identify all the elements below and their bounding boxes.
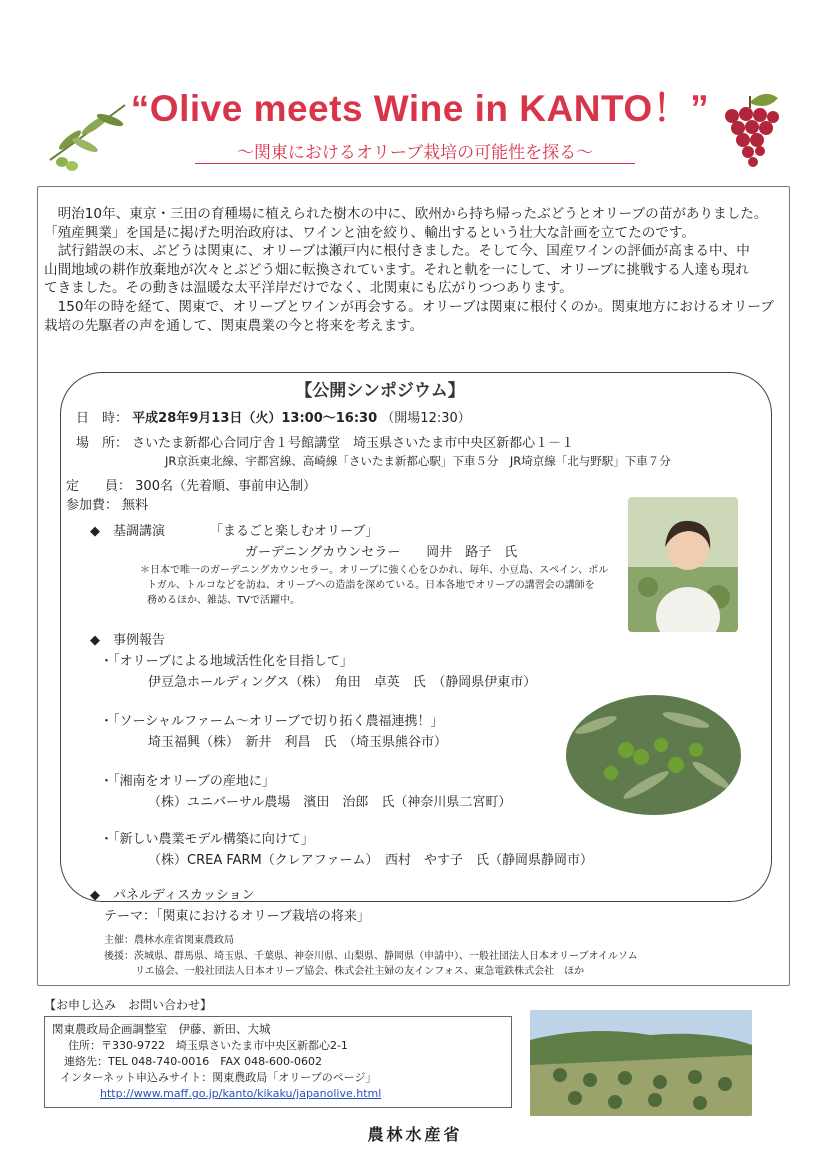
intro-line: 栽培の先駆者の声を通して、関東農業の今と将来を考えます。 — [44, 317, 424, 334]
case-title: ・「ソーシャルファーム～オリーブで切り拓く農福連携！」 — [100, 714, 444, 729]
case-title: ・「湘南をオリーブの産地に」 — [100, 774, 275, 789]
case-speaker: 埼玉福興（株） 新井 利昌 氏 （埼玉県熊谷市） — [148, 735, 448, 750]
fee-row — [66, 494, 148, 513]
contact-heading: 【お申し込み お問い合わせ】 — [44, 998, 213, 1012]
case-title: ・「オリーブによる地域活性化を目指して」 — [100, 654, 353, 669]
keynote-note: 務めるほか、雑誌、TVで活躍中。 — [147, 595, 300, 606]
support-info: 後援：茨城県、群馬県、埼玉県、千葉県、神奈川県、山梨県、静岡県（申請中）、一般社団法人日本オリーブオイルソム — [104, 951, 638, 962]
venue-label: 場 所： — [76, 436, 129, 451]
date-row — [76, 407, 471, 426]
olive-fruit-photo — [566, 695, 741, 815]
cases-label: ◆ 事例報告 — [90, 633, 165, 648]
capacity-row — [66, 475, 316, 494]
ministry-name: 農林水産省 — [367, 1125, 463, 1144]
access-info: JR京浜東北線、宇都宮線、高崎線「さいたま新都心駅」下車５分 JR埼京線「北与野駅」下車７分 — [165, 454, 671, 468]
contact-office: 関東農政局企画調整室 伊藤、新田、大城 — [52, 1022, 271, 1036]
intro-line: 「殖産興業」を国是に掲げた明治政府は、ワインと油を絞り、輸出するという壮大な計画を立てたのです。 — [44, 224, 696, 241]
fee-label: 参加費： — [66, 498, 119, 513]
contact-phone: 連絡先：TEL 048-740-0016 FAX 048-600-0602 — [64, 1055, 323, 1068]
contact-address: 住所：〒330-9722 埼玉県さいたま市中央区新都心2-1 — [68, 1039, 348, 1052]
case-speaker: （株）CREA FARM（クレアファーム） 西村 やす子 氏（静岡県静岡市） — [148, 853, 594, 868]
capacity-label: 定 員： — [66, 479, 132, 494]
contact-web: インターネット申込みサイト：関東農政局「オリーブのページ」 — [60, 1071, 377, 1084]
date-note: （開場12:30） — [381, 411, 471, 426]
date-label: 日 時： — [76, 411, 129, 426]
fee-value: 無料 — [122, 498, 149, 513]
venue-value: さいたま新都心合同庁舎１号館講堂 埼玉県さいたま市中央区新都心１－１ — [132, 436, 575, 451]
case-title: ・「新しい農業モデル構築に向けて」 — [100, 832, 314, 847]
subtitle-underline — [195, 163, 635, 164]
support-info: リエ協会、一般社団法人日本オリーブ協会、株式会社主婦の友インフォス、東急電鉄株式会社 ほか — [135, 966, 585, 977]
intro-line: てきました。その動きは温暖な太平洋岸だけでなく、北関東にも広がりつつあります。 — [44, 280, 573, 297]
symposium-box — [60, 372, 772, 902]
intro-line: 試行錯誤の末、ぶどうは関東に、オリーブは瀬戸内に根付きました。そして今、国産ワインの評価が高まる中、中 — [44, 243, 750, 260]
page-title: “Olive meets Wine in KANTO！” — [130, 88, 710, 129]
panel-label: ◆ パネルディスカッション — [90, 888, 255, 903]
keynote-label: ◆ 基調講演 — [90, 524, 165, 539]
speaker-photo — [628, 497, 738, 632]
panel-theme: テーマ：「関東におけるオリーブ栽培の将来」 — [104, 909, 370, 924]
page-subtitle: ～関東におけるオリーブ栽培の可能性を探る～ — [236, 143, 594, 163]
keynote-speaker: ガーデニングカウンセラー 岡井 路子 氏 — [245, 545, 518, 560]
intro-line: 山間地域の耕作放棄地が次々とぶどう畑に転換されています。それと軌を一にして、オリーブに挑戦する人達も現れ — [44, 261, 749, 278]
case-speaker: 伊豆急ホールディングス（株） 角田 卓英 氏 （静岡県伊東市） — [148, 675, 537, 690]
olive-field-photo — [530, 1010, 752, 1116]
symposium-heading: 【公開シンポジウム】 — [295, 381, 465, 401]
host-info: 主催：農林水産省関東農政局 — [104, 935, 234, 946]
intro-line: 150年の時を経て、関東で、オリーブとワインが再会する。オリーブは関東に根付くのか。関東地方におけるオリーブ — [44, 298, 774, 315]
intro-line: 明治10年、東京・三田の育種場に植えられた樹木の中に、欧州から持ち帰ったぶどうとオリーブの苗がありました。 — [44, 206, 768, 222]
keynote-note: トガル、トルコなどを訪ね、オリーブへの造詣を深めている。日本各地でオリーブの講習会の講師を — [147, 580, 595, 591]
case-speaker: （株）ユニバーサル農場 濱田 治郎 氏（神奈川県二宮町） — [148, 795, 512, 810]
venue-row — [76, 432, 574, 451]
date-value: 平成28年9月13日（火）13:00～16:30 — [132, 411, 378, 426]
intro-text — [44, 205, 784, 335]
capacity-value: 300名（先着順、事前申込制） — [135, 479, 316, 494]
olive-page-link[interactable]: http://www.maff.go.jp/kanto/kikaku/japanolive.html — [100, 1087, 382, 1100]
keynote-note: ＊日本で唯一のガーデニングカウンセラー。オリーブに強く心をひかれ、毎年、小豆島、スペイン、ポル — [140, 565, 609, 576]
keynote-title: 「まるごと楽しむオリーブ」 — [210, 524, 379, 539]
